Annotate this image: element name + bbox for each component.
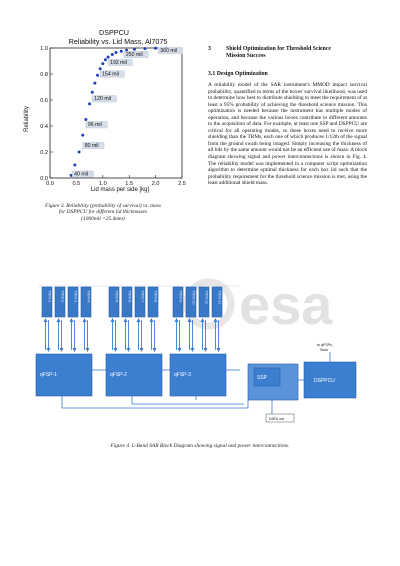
annotation-label: 360 mil: [160, 48, 177, 55]
data-point: [88, 102, 91, 105]
y-tick-label: 0.2: [40, 150, 48, 156]
data-point: [99, 67, 102, 70]
data-point: [78, 151, 81, 154]
caption-line: (1000mil =25.4mm): [81, 215, 125, 222]
x-tick-label: 0.0: [46, 181, 54, 187]
figure-4-block-diagram: [34, 262, 369, 442]
trm-label: TRM-7: [140, 290, 146, 303]
side-note-line: Slots: [320, 348, 328, 352]
caption-line: for DSPPCU for different lid thicknesses: [59, 209, 147, 216]
trm-label: TRM-12: [217, 290, 223, 305]
data-point: [111, 53, 114, 56]
trm-label: TRM-5: [114, 290, 120, 303]
section-title: [226, 46, 366, 60]
data-point: [91, 91, 94, 94]
y-tick-label: 0.4: [40, 124, 48, 130]
y-tick-label: 1.0: [40, 46, 48, 52]
figure-4-caption: Figure 4. L-Band SAR Block Diagram showing signal and power interconnections.: [110, 443, 290, 449]
y-tick-label: 0.0: [40, 176, 48, 182]
section-number: 3: [208, 46, 211, 52]
trm-label: TRM-10: [191, 290, 197, 305]
annotation-label: 40 mil: [74, 171, 89, 178]
data-point: [115, 51, 118, 54]
annotation-label: 120 mil: [94, 96, 111, 103]
caption-line: Figure 3. Reliability (probability of survival) vs. mass: [45, 203, 161, 209]
x-tick-label: 0.5: [72, 181, 81, 187]
figure-3-chart: [22, 24, 192, 194]
data-point: [101, 62, 104, 65]
chart-title: DSPPCU: [99, 28, 129, 37]
y-axis-label: Reliability: [24, 106, 30, 132]
annotation-label: 250 mil: [125, 52, 143, 58]
x-tick-label: 1.5: [125, 181, 134, 187]
trm-label: TRM-9: [178, 290, 184, 303]
x-axis-label: Lid mass per side [kg]: [90, 187, 150, 193]
trm-label: TRM-6: [127, 290, 133, 303]
plot-area: [40, 46, 186, 187]
data-point: [104, 58, 107, 61]
data-point: [93, 82, 96, 85]
qfsp-label: qFSP-2: [110, 372, 127, 378]
x-tick-label: 1.0: [98, 181, 107, 187]
y-tick-label: 0.6: [40, 98, 48, 104]
x-tick-label: 2.5: [178, 181, 186, 187]
qfsp-label: qFSP-3: [174, 372, 191, 378]
data-point: [73, 164, 76, 167]
data-point: [144, 47, 147, 50]
figure-3-caption: [18, 203, 188, 222]
trm-label: TRM-4: [86, 290, 92, 303]
section-title-line: Shield Optimization for Threshold Science: [226, 46, 331, 52]
data-point: [96, 74, 99, 77]
qfsp-label: qFSP-1: [40, 372, 57, 378]
annotation-label: 154 mil: [102, 71, 119, 78]
x-tick-label: 2.0: [151, 181, 160, 187]
subsection-title: 3.1 Design Optimization: [208, 71, 268, 77]
plot-frame: [50, 48, 182, 178]
data-out-label: DATA out: [269, 417, 284, 421]
trm-label: TRM-3: [73, 290, 79, 303]
data-point: [107, 56, 110, 59]
data-point: [120, 50, 123, 53]
body-paragraph: A reliability model of the SAR instrument's MMOD impact survival probability, quantified in terms of the boxes' survival likelihood, was used to determine how best to distribute shielding to meet the requirement of at least a 95% probability of achieving the threshold science mission. This optimization is needed because the instrument has multiple modes of operation, and because the various boxes contribute in different amounts to the acquisition of data. For example, at least one SSP and DSPPCU are critical for all operating modes, so these boxes need to receive more shielding than the TRMs, each one of which produces 1/12th of the signal from the ground swath being imaged. Simply increasing the thickness of all lids by the same amount would not be an efficient use of mass. A block diagram showing signal and power interconnections is shown in Fig. 4. The reliability model was implemented in a computer script optimization algorithm to determine optimal thickness for each box lid such that the probability requirement for the threshold science mission is met, using the least additional shield mass.: [208, 82, 367, 187]
trm-label: TRM-2: [60, 290, 66, 303]
annotation-label: 192 mil: [110, 59, 127, 66]
data-point: [154, 47, 157, 50]
annotation-label: 96 mil: [87, 122, 102, 129]
data-point: [81, 134, 84, 137]
trm-label: TRM-11: [204, 290, 210, 305]
trm-label: TRM-1: [47, 290, 53, 303]
esa-watermark: esa: [239, 273, 333, 336]
data-point: [133, 48, 136, 51]
dsppcu-label: DSPPCU: [314, 378, 335, 384]
trm-label: TRM-8: [153, 290, 159, 303]
y-tick-label: 0.8: [40, 72, 48, 78]
annotation-label: 80 mil: [84, 143, 99, 149]
ssp-label: SSP: [257, 375, 268, 381]
chart-subtitle: Reliability vs. Lid Mass, Al7075: [68, 37, 168, 46]
data-point: [84, 118, 87, 121]
side-note-line: to qFSPs,: [317, 343, 333, 347]
section-title-line: Mission Success: [226, 53, 266, 59]
